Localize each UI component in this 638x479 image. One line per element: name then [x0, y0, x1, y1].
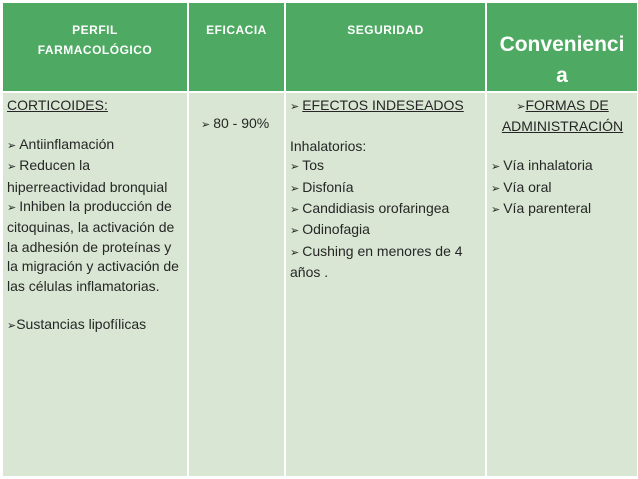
conveniencia-title-line: [491, 96, 634, 137]
conveniencia-item-text: Vía oral: [503, 178, 552, 195]
seguridad-item-text: Tos: [302, 157, 325, 174]
arrow-bullet-icon: ➢: [290, 161, 300, 174]
header-conveniencia-label: Conveniencia: [499, 33, 625, 87]
header-perfil-label: PERFIL FARMACOLÓGICO: [37, 23, 153, 57]
seguridad-title: EFECTOS INDESEADOS: [302, 97, 464, 113]
perfil-extra: [7, 315, 184, 336]
header-eficacia: [188, 2, 285, 92]
arrow-bullet-icon: ➢: [290, 246, 300, 259]
conveniencia-item-text: Vía parenteral: [503, 200, 592, 217]
header-conveniencia: [486, 2, 638, 92]
header-eficacia-label: EFICACIA: [206, 23, 267, 37]
conveniencia-item-text: Vía inhalatoria: [503, 157, 593, 174]
header-perfil: [2, 2, 188, 92]
perfil-extra-text: Sustancias lipofílicas: [16, 316, 147, 333]
conveniencia-item: [491, 178, 634, 199]
cell-perfil: [2, 92, 188, 477]
eficacia-value: 80 - 90%: [213, 115, 270, 131]
seguridad-item: [290, 220, 482, 241]
arrow-bullet-icon: ➢: [491, 204, 501, 217]
cell-eficacia: [188, 92, 285, 477]
arrow-bullet-icon: ➢: [7, 202, 17, 215]
seguridad-item: [290, 178, 482, 199]
header-row: [2, 2, 638, 92]
pharmacology-table: [1, 1, 638, 478]
seguridad-item-text: Odinofagia: [302, 221, 370, 238]
arrow-bullet-icon: ➢: [516, 101, 526, 113]
seguridad-item: [290, 156, 482, 177]
arrow-bullet-icon: ➢: [491, 161, 501, 174]
eficacia-value-line: [189, 93, 284, 135]
arrow-bullet-icon: ➢: [290, 182, 300, 195]
seguridad-item: [290, 199, 482, 220]
cell-conveniencia: [486, 92, 638, 477]
perfil-item: [7, 197, 184, 296]
perfil-item-text: Antiinflamación: [19, 135, 115, 152]
arrow-bullet-icon: ➢: [491, 182, 501, 195]
seguridad-item-text: Cushing en menores de 4 años .: [290, 242, 463, 281]
arrow-bullet-icon: ➢: [201, 119, 211, 131]
seguridad-title-line: [290, 96, 482, 117]
cell-seguridad: [285, 92, 486, 477]
conveniencia-item: [491, 156, 634, 177]
seguridad-item-text: Candidiasis orofaringea: [302, 200, 450, 217]
header-seguridad-label: SEGURIDAD: [347, 23, 424, 37]
body-row: [2, 92, 638, 477]
arrow-bullet-icon: ➢: [290, 225, 300, 238]
conveniencia-title: FORMAS DE ADMINISTRACIÓN: [501, 97, 624, 135]
header-seguridad: [285, 2, 486, 92]
perfil-item: [7, 156, 184, 197]
seguridad-item: [290, 242, 482, 283]
seguridad-item-text: Disfonía: [302, 178, 354, 195]
seguridad-subtitle: Inhalatorios:: [290, 137, 367, 154]
arrow-bullet-icon: ➢: [7, 161, 17, 174]
arrow-bullet-icon: ➢: [290, 101, 300, 113]
arrow-bullet-icon: ➢: [7, 320, 17, 333]
arrow-bullet-icon: ➢: [7, 139, 17, 152]
arrow-bullet-icon: ➢: [290, 204, 300, 217]
conveniencia-item: [491, 199, 634, 220]
perfil-title: CORTICOIDES:: [7, 97, 108, 113]
perfil-item-text: Reducen la hiperreactividad bronquial: [7, 157, 168, 195]
perfil-item: [7, 135, 184, 156]
perfil-item-text: Inhiben la producción de citoquinas, la activación de la adhesión de proteínas y la migración y activación de las células inflamatorias.: [7, 198, 179, 294]
